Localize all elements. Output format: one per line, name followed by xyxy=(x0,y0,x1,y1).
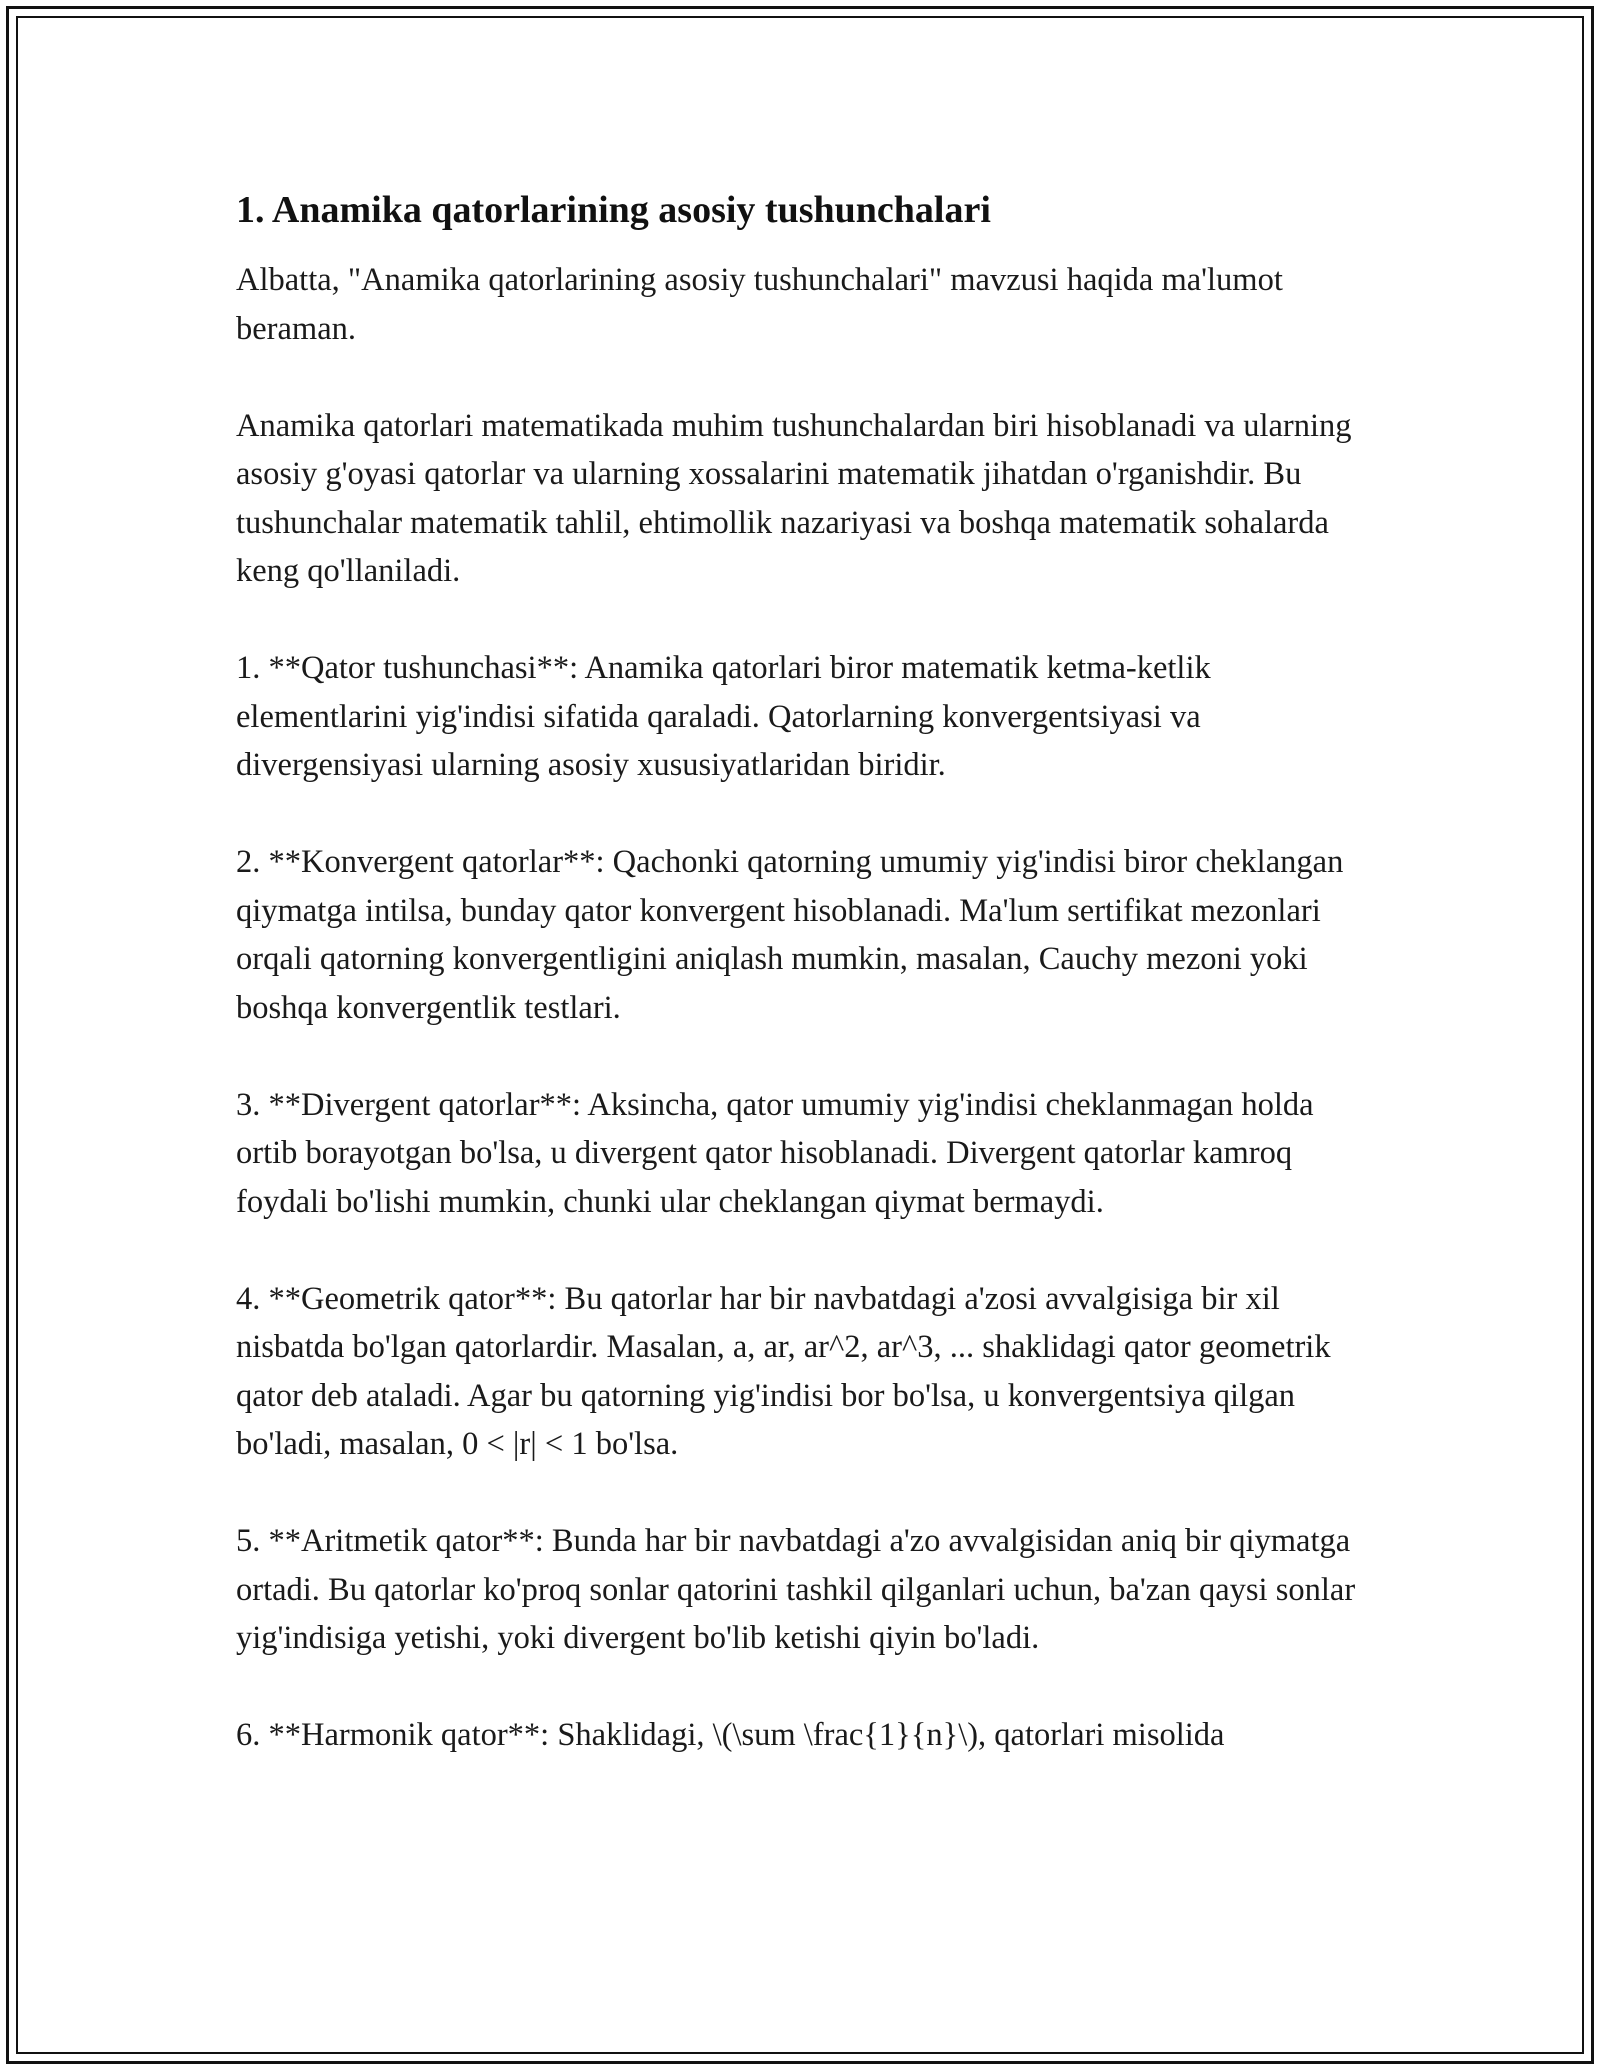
document-body xyxy=(236,186,1366,1760)
list-item-divergent-qatorlar: 3. **Divergent qatorlar**: Aksincha, qator umumiy yig'indisi cheklanmagan holda ortib borayotgan bo'lsa, u divergent qator hisoblanadi. Divergent qatorlar kamroq foydali bo'lishi mumkin, chunki ular cheklangan qiymat bermaydi. xyxy=(236,1086,1314,1220)
list-item-harmonik-qator: 6. **Harmonik qator**: Shaklidagi, \(\sum \frac{1}{n}\), qatorlari misolida xyxy=(236,1717,1225,1753)
overview-paragraph: Anamika qatorlari matematikada muhim tushunchalardan biri hisoblanadi va ularning asosiy g'oyasi qatorlar va ularning xossalarini matematik jihatdan o'rganishdir. Bu tushunchalar matematik tahlil, ehtimollik nazariyasi va boshqa matematik sohalarda keng qo'llaniladi. xyxy=(236,407,1352,589)
list-item-aritmetik-qator: 5. **Aritmetik qator**: Bunda har bir navbatdagi a'zo avvalgisidan aniq bir qiymatga ortadi. Bu qatorlar ko'proq sonlar qatorini tashkil qilganlari uchun, ba'zan qaysi sonlar yig'indisiga yetishi, yoki divergent bo'lib ketishi qiyin bo'ladi. xyxy=(236,1523,1356,1656)
list-item-qator-tushunchasi: 1. **Qator tushunchasi**: Anamika qatorlari biror matematik ketma-ketlik elementlarini yig'indisi sifatida qaraladi. Qatorlarning konvergentsiyasi va divergensiyasi ularning asosiy xususiyatlaridan biridir. xyxy=(236,650,1211,783)
page-title: 1. Anamika qatorlarining asosiy tushunchalari xyxy=(236,189,991,231)
intro-paragraph: Albatta, "Anamika qatorlarining asosiy tushunchalari" mavzusi haqida ma'lumot beraman. xyxy=(236,262,1283,347)
list-item-konvergent-qatorlar: 2. **Konvergent qatorlar**: Qachonki qatorning umumiy yig'indisi biror cheklangan qiymatga intilsa, bunday qator konvergent hisoblanadi. Ma'lum sertifikat mezonlari orqali qatorning konvergentligini aniqlash mumkin, masalan, Cauchy mezoni yoki boshqa konvergentlik testlari. xyxy=(236,844,1344,1026)
list-item-geometrik-qator: 4. **Geometrik qator**: Bu qatorlar har bir navbatdagi a'zosi avvalgisiga bir xil nisbatda bo'lgan qatorlardir. Masalan, a, ar, ar^2, ar^3, ... shaklidagi qator geometrik qator deb ataladi. Agar bu qatorning yig'indisi bor bo'lsa, u konvergentsiya qilgan bo'ladi, masalan, 0 < |r| < 1 bo'lsa. xyxy=(236,1280,1331,1462)
